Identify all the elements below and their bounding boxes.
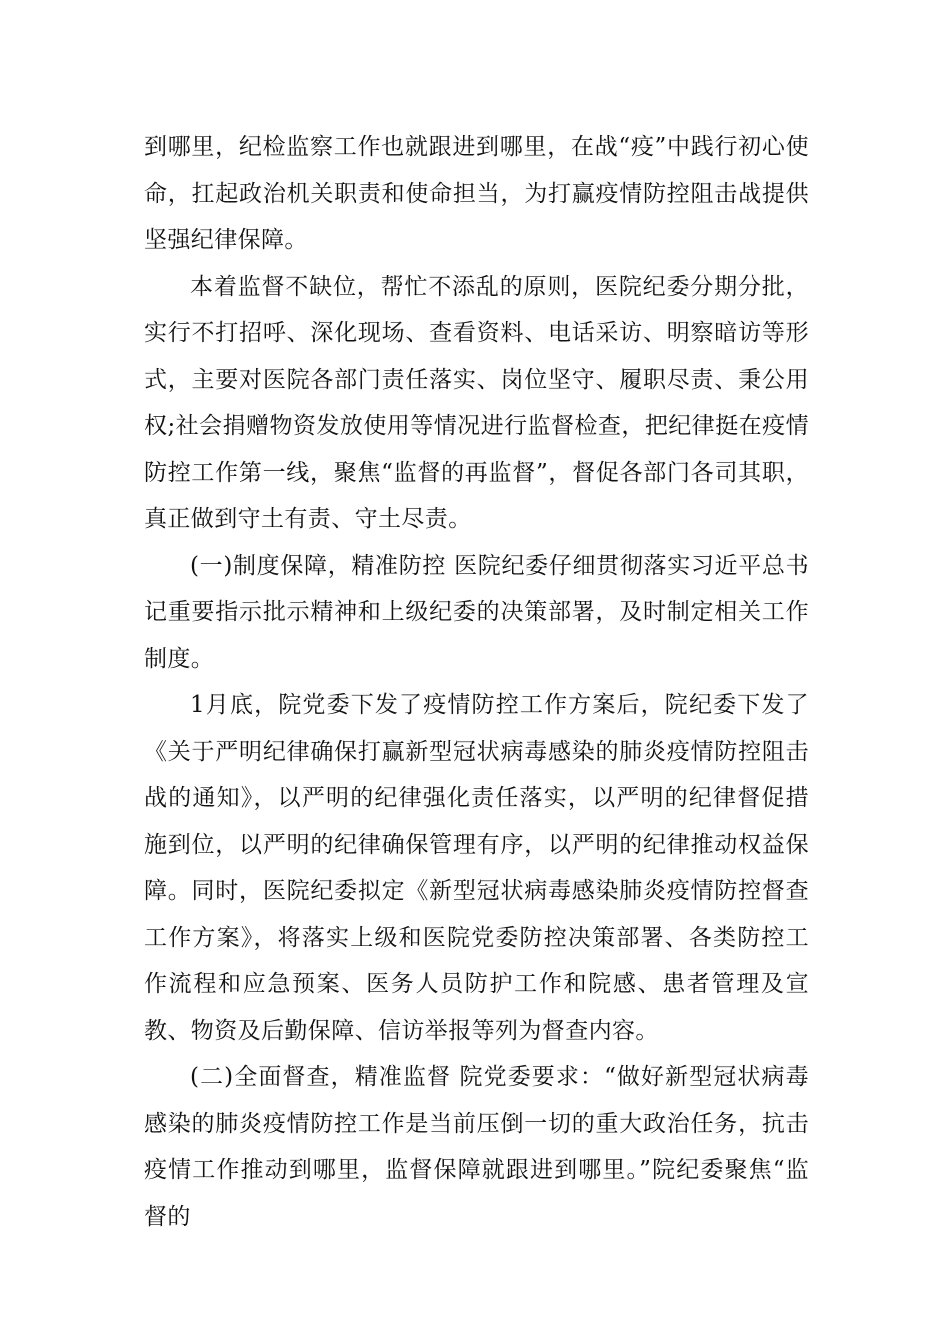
document-body (144, 124, 809, 1240)
paragraph-3: (一)制度保障，精准防控 医院纪委仔细贯彻落实习近平总书记重要指示批示精神和上级纪委的决策部署，及时制定相关工作制度。 (144, 552, 809, 672)
paragraph-5: (二)全面督查，精准监督 院党委要求：“做好新型冠状病毒感染的肺炎疫情防控工作是当前压倒一切的重大政治任务，抗击疫情工作推动到哪里，监督保障就跟进到哪里。”院纪委聚焦“监督的 (144, 1064, 809, 1230)
paragraph-1: 到哪里，纪检监察工作也就跟进到哪里，在战“疫”中践行初心使命，扛起政治机关职责和使命担当，为打赢疫情防控阻击战提供坚强纪律保障。 (144, 134, 809, 253)
paragraph-2: 本着监督不缺位，帮忙不添乱的原则，医院纪委分期分批，实行不打招呼、深化现场、查看资料、电话采访、明察暗访等形式，主要对医院各部门责任落实、岗位坚守、履职尽责、秉公用权;社会捐赠物资发放使用等情况进行监督检查，把纪律挺在疫情防控工作第一线，聚焦“监督的再监督”，督促各部门各司其职，真正做到守土有责、守土尽责。 (144, 273, 809, 532)
paragraph-4: 1月底，院党委下发了疫情防控工作方案后，院纪委下发了《关于严明纪律确保打赢新型冠状病毒感染的肺炎疫情防控阻击战的通知》，以严明的纪律强化责任落实，以严明的纪律督促措施到位，以严明的纪律确保管理有序，以严明的纪律推动权益保障。同时，医院纪委拟定《新型冠状病毒感染肺炎疫情防控督查工作方案》，将落实上级和医院党委防控决策部署、各类防控工作流程和应急预案、医务人员防护工作和院感、患者管理及宣教、物资及后勤保障、信访举报等列为督查内容。 (144, 692, 809, 1044)
